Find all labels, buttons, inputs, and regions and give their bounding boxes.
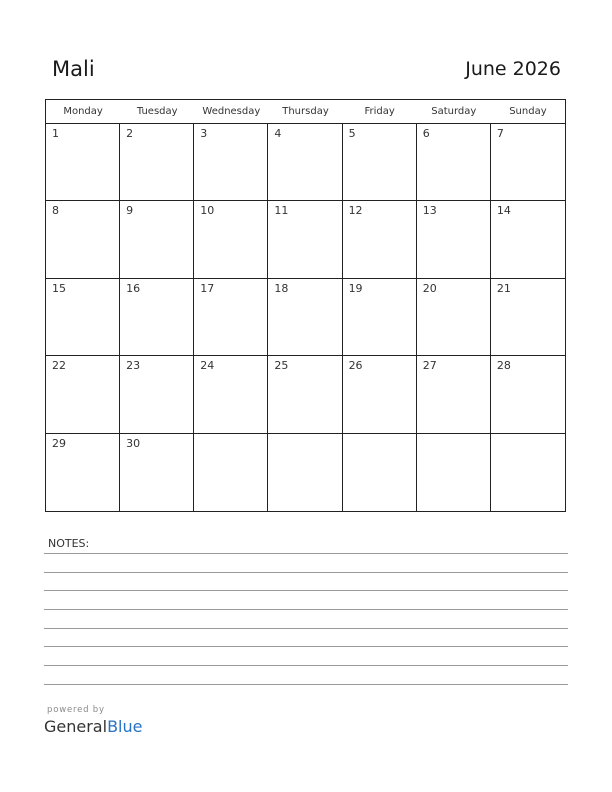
- day-number: 12: [348, 204, 363, 218]
- day-number: 4: [274, 127, 282, 140]
- notes-line: [44, 628, 568, 629]
- day-cell: [194, 201, 268, 277]
- day-cell: [491, 279, 565, 355]
- day-number: 27: [422, 359, 437, 373]
- day-number: 20: [422, 281, 437, 295]
- day-number: 7: [496, 127, 504, 140]
- day-number: 16: [126, 281, 141, 295]
- day-cell: [268, 356, 342, 432]
- day-cell: [491, 356, 565, 432]
- day-number: 30: [126, 436, 141, 450]
- day-cell: [268, 124, 342, 200]
- day-number: 26: [348, 359, 363, 373]
- day-number: 23: [126, 359, 141, 373]
- day-cell: [120, 124, 194, 200]
- day-number: 2: [126, 127, 134, 140]
- day-cell: [268, 201, 342, 277]
- day-number: 21: [496, 281, 511, 295]
- day-number: 24: [200, 359, 215, 373]
- weekday-saturday: Saturday: [431, 106, 477, 117]
- day-number: 1: [52, 127, 59, 140]
- weekday-sunday: Sunday: [509, 106, 547, 117]
- day-cell: [46, 279, 120, 355]
- generalblue-logo[interactable]: [44, 717, 142, 737]
- day-number: 25: [274, 359, 289, 373]
- day-cell: [120, 356, 194, 432]
- weekday-header-row: [46, 100, 565, 124]
- week-row: [46, 201, 565, 278]
- weeks-container: [46, 124, 565, 511]
- day-cell: [417, 434, 491, 511]
- day-cell: [46, 201, 120, 277]
- day-cell: [194, 124, 268, 200]
- notes-line: [44, 684, 568, 685]
- day-cell: [194, 434, 268, 511]
- day-cell: [120, 201, 194, 277]
- day-number: 22: [52, 359, 66, 373]
- weekday-tuesday: Tuesday: [136, 106, 178, 117]
- weekday-wednesday: Wednesday: [202, 106, 261, 117]
- day-cell: [46, 124, 120, 200]
- day-number: 19: [348, 281, 363, 295]
- day-cell: [268, 279, 342, 355]
- day-cell: [343, 356, 417, 432]
- day-number: 18: [274, 281, 289, 295]
- day-number: 15: [52, 281, 66, 295]
- notes-line: [44, 553, 568, 554]
- brand-general-text: General: [44, 717, 108, 736]
- day-cell: [343, 279, 417, 355]
- day-cell: [194, 356, 268, 432]
- day-cell: [491, 124, 565, 200]
- day-number: 10: [200, 204, 215, 218]
- weekday-monday: Monday: [63, 106, 103, 117]
- notes-line: [44, 609, 568, 610]
- notes-line: [44, 665, 568, 666]
- notes-line: [44, 646, 568, 647]
- day-number: 28: [496, 359, 511, 373]
- week-row: [46, 279, 565, 356]
- day-cell: [417, 124, 491, 200]
- day-number: 9: [126, 204, 134, 218]
- month-year-title: June 2026: [465, 58, 561, 80]
- day-number: 5: [348, 127, 356, 140]
- country-title: Mali: [52, 57, 95, 81]
- notes-label: NOTES:: [48, 537, 90, 550]
- day-cell: [491, 434, 565, 511]
- day-cell: [120, 434, 194, 511]
- day-number: 8: [52, 204, 59, 218]
- day-cell: [46, 356, 120, 432]
- day-number: 17: [200, 281, 215, 295]
- day-cell: [120, 279, 194, 355]
- day-cell: [343, 434, 417, 511]
- weekday-friday: Friday: [364, 106, 395, 117]
- day-cell: [343, 124, 417, 200]
- calendar-grid: [45, 99, 566, 512]
- day-cell: [417, 279, 491, 355]
- weekday-thursday: Thursday: [282, 106, 329, 117]
- notes-line: [44, 572, 568, 573]
- day-cell: [268, 434, 342, 511]
- day-cell: [343, 201, 417, 277]
- day-cell: [417, 201, 491, 277]
- notes-line: [44, 590, 568, 591]
- day-number: 13: [422, 204, 437, 218]
- week-row: [46, 356, 565, 433]
- day-number: 11: [274, 204, 289, 218]
- day-number: 3: [200, 127, 208, 140]
- day-cell: [491, 201, 565, 277]
- day-cell: [194, 279, 268, 355]
- powered-by-text: powered by: [47, 705, 105, 715]
- brand-blue-text: Blue: [107, 717, 143, 736]
- week-row: [46, 434, 565, 511]
- day-cell: [417, 356, 491, 432]
- day-number: 6: [422, 127, 430, 140]
- day-number: 14: [496, 204, 511, 218]
- day-cell: [46, 434, 120, 511]
- day-number: 29: [52, 436, 66, 450]
- week-row: [46, 124, 565, 201]
